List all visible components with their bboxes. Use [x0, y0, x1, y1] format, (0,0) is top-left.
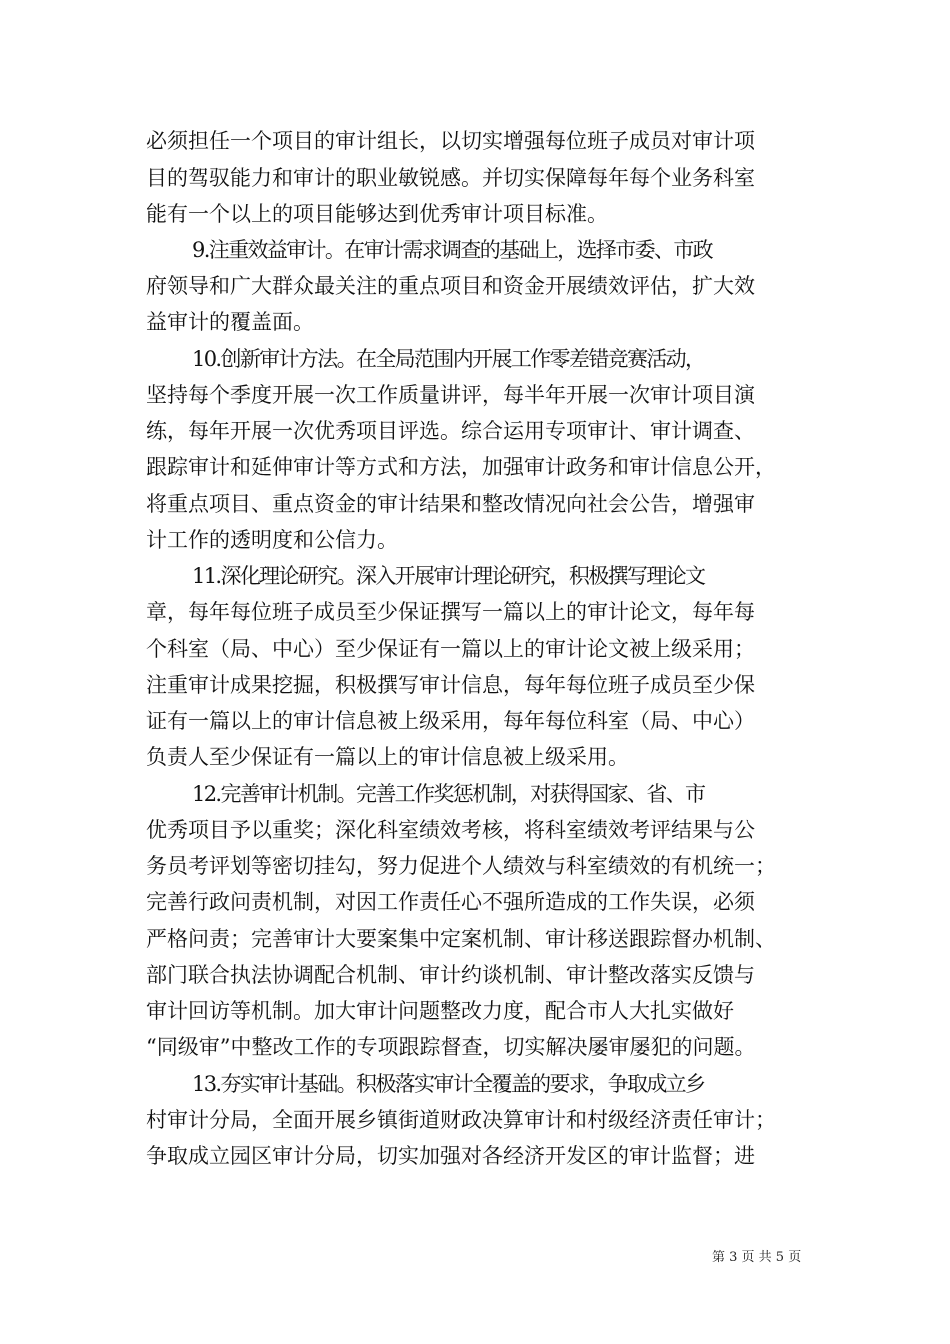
text-line: 完善行政问责机制，对因工作责任心不强所造成的工作失误，必须 — [146, 890, 755, 914]
text-line: 部门联合执法协调配合机制、审计约谈机制、审计整改落实反馈与 — [146, 963, 755, 987]
text-line: 坚持每个季度开展一次工作质量讲评，每半年开展一次审计项目演 — [146, 383, 755, 407]
text-line: 将重点项目、重点资金的审计结果和整改情况向社会公告，增强审 — [146, 492, 755, 516]
text-line: 优秀项目予以重奖；深化科室绩效考核，将科室绩效考评结果与公 — [146, 818, 755, 842]
text-line: 负责人至少保证有一篇以上的审计信息被上级采用。 — [146, 745, 629, 769]
text-line: 务员考评划等密切挂勾，努力促进个人绩效与科室绩效的有机统一； — [146, 854, 776, 878]
text-line: 严格问责；完善审计大要案集中定案机制、审计移送跟踪督办机制、 — [146, 927, 776, 951]
text-line: 府领导和广大群众最关注的重点项目和资金开展绩效评估，扩大效 — [146, 274, 755, 298]
text-line: 村审计分局，全面开展乡镇街道财政决算审计和村级经济责任审计； — [146, 1108, 776, 1132]
text-line: 争取成立园区审计分局，切实加强对各经济开发区的审计监督；进 — [146, 1144, 755, 1168]
text-line: 能有一个以上的项目能够达到优秀审计项目标准。 — [146, 202, 608, 226]
paragraph-start-line: 9.注重效益审计。在审计需求调查的基础上，选择市委、市政 — [192, 238, 713, 262]
text-line: 必须担任一个项目的审计组长，以切实增强每位班子成员对审计项 — [146, 129, 755, 153]
text-line: 益审计的覆盖面。 — [146, 310, 314, 334]
text-line: “同级审”中整改工作的专项跟踪督查，切实解决屡审屡犯的问题。 — [146, 1035, 756, 1059]
text-line: 证有一篇以上的审计信息被上级采用，每年每位科室（局、中心） — [146, 709, 755, 733]
paragraph-start-line: 12.完善审计机制。完善工作奖惩机制，对获得国家、省、市 — [192, 782, 705, 806]
text-line: 练，每年开展一次优秀项目评选。综合运用专项审计、审计调查、 — [146, 419, 755, 443]
text-line: 审计回访等机制。加大审计问题整改力度，配合市人大扎实做好 — [146, 999, 734, 1023]
paragraph-start-line: 10.创新审计方法。在全局范围内开展工作零差错竞赛活动， — [192, 347, 705, 371]
text-line: 目的驾驭能力和审计的职业敏锐感。并切实保障每年每个业务科室 — [146, 166, 755, 190]
page-number: 第 3 页 共 5 页 — [712, 1250, 802, 1265]
text-line: 跟踪审计和延伸审计等方式和方法，加强审计政务和审计信息公开， — [146, 455, 776, 479]
text-line: 章，每年每位班子成员至少保证撰写一篇以上的审计论文，每年每 — [146, 600, 755, 624]
paragraph-start-line: 11.深化理论研究。深入开展审计理论研究，积极撰写理论文 — [192, 564, 705, 588]
text-line: 个科室（局、中心）至少保证有一篇以上的审计论文被上级采用； — [146, 637, 755, 661]
paragraph-start-line: 13.夯实审计基础。积极落实审计全覆盖的要求，争取成立乡 — [192, 1072, 705, 1096]
text-line: 注重审计成果挖掘，积极撰写审计信息，每年每位班子成员至少保 — [146, 673, 755, 697]
text-line: 计工作的透明度和公信力。 — [146, 528, 398, 552]
